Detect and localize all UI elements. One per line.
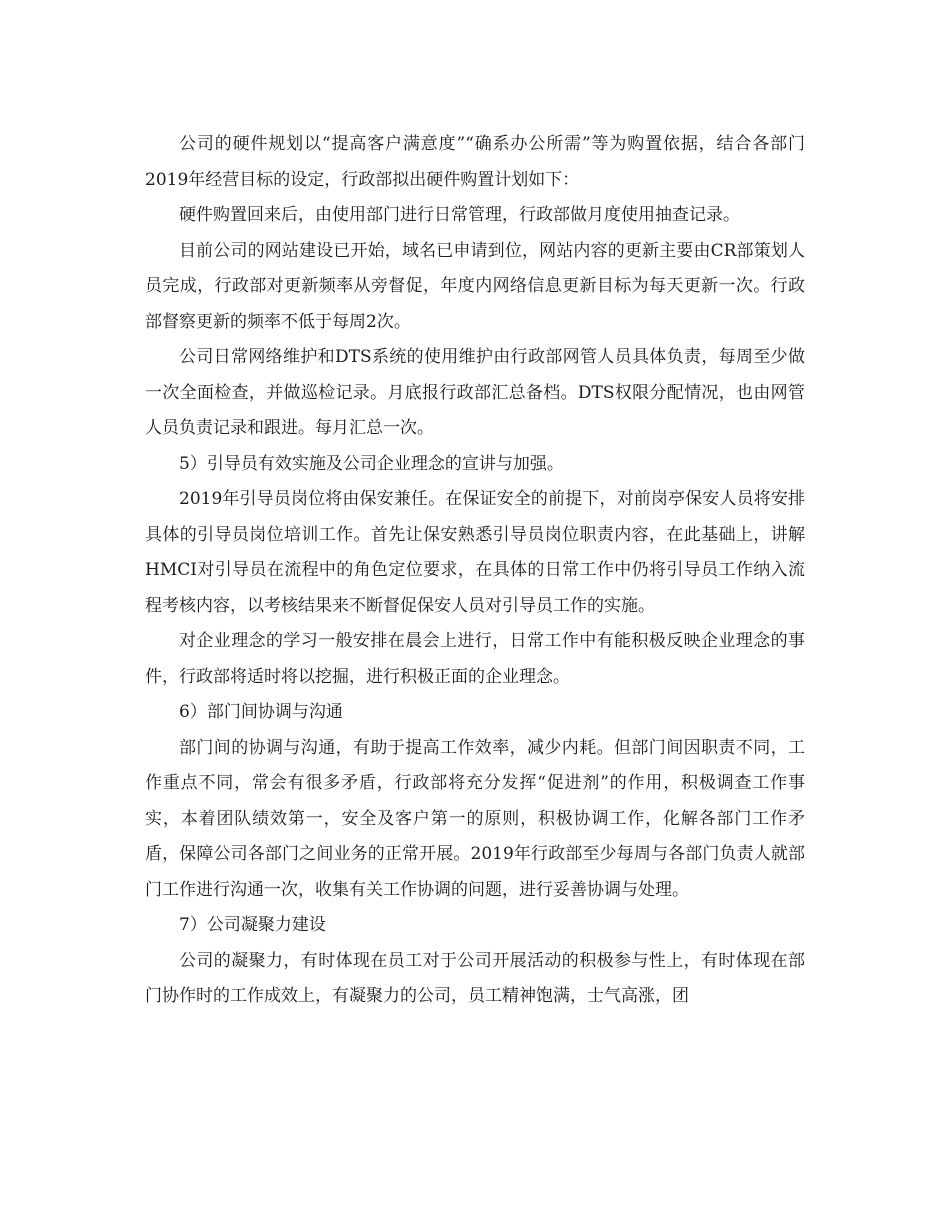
paragraph-hardware-plan: 公司的硬件规划以“提高客户满意度”“确系办公所需”等为购置依据，结合各部门2019年经营目标的设定，行政部拟出硬件购置计划如下： <box>145 134 805 190</box>
section-heading-cohesion: 7）公司凝聚力建设 <box>179 915 326 935</box>
document-body <box>145 127 805 1015</box>
paragraph-guide-training: 2019年引导员岗位将由保安兼任。在保证安全的前提下，对前岗亭保安人员将安排具体的引导员岗位培训工作。首先让保安熟悉引导员岗位职责内容，在此基础上，讲解HMCI对引导员在流程中的角色定位要求，在具体的日常工作中仍将引导员工作纳入流程考核内容，以考核结果来不断督促保安人员对引导员工作的实施。 <box>145 489 805 616</box>
paragraph-cohesion: 公司的凝聚力，有时体现在员工对于公司开展活动的积极参与性上，有时体现在部门协作时的工作成效上，有凝聚力的公司，员工精神饱满，士气高涨，团 <box>145 950 805 1006</box>
paragraph-network-maintenance: 公司日常网络维护和DTS系统的使用维护由行政部网管人员具体负责，每周至少做一次全面检查，并做巡检记录。月底报行政部汇总备档。DTS权限分配情况，也由网管人员负责记录和跟进。每月汇总一次。 <box>145 347 805 438</box>
paragraph-corporate-philosophy: 对企业理念的学习一般安排在晨会上进行，日常工作中有能积极反映企业理念的事件，行政部将适时将以挖掘，进行积极正面的企业理念。 <box>145 631 805 687</box>
section-heading-guide: 5）引导员有效实施及公司企业理念的宣讲与加强。 <box>179 453 564 474</box>
paragraph-coordination: 部门间的协调与沟通，有助于提高工作效率，减少内耗。但部门间因职责不同，工作重点不同，常会有很多矛盾，行政部将充分发挥“促进剂”的作用，积极调查工作事实，本着团队绩效第一，安全及客户第一的原则，积极协调工作，化解各部门工作矛盾，保障公司各部门之间业务的正常开展。2019年行政部至少每周与各部门负责人就部门工作进行沟通一次，收集有关工作协调的问题，进行妥善协调与处理。 <box>145 737 805 900</box>
paragraph-website: 目前公司的网站建设已开始，域名已申请到位，网站内容的更新主要由CR部策划人员完成，行政部对更新频率从旁督促，年度内网络信息更新目标为每天更新一次。行政部督察更新的频率不低于每周2次。 <box>145 240 805 332</box>
paragraph-hardware-management: 硬件购置回来后，由使用部门进行日常管理，行政部做月度使用抽查记录。 <box>179 205 740 225</box>
section-heading-coordination: 6）部门间协调与沟通 <box>179 702 343 722</box>
